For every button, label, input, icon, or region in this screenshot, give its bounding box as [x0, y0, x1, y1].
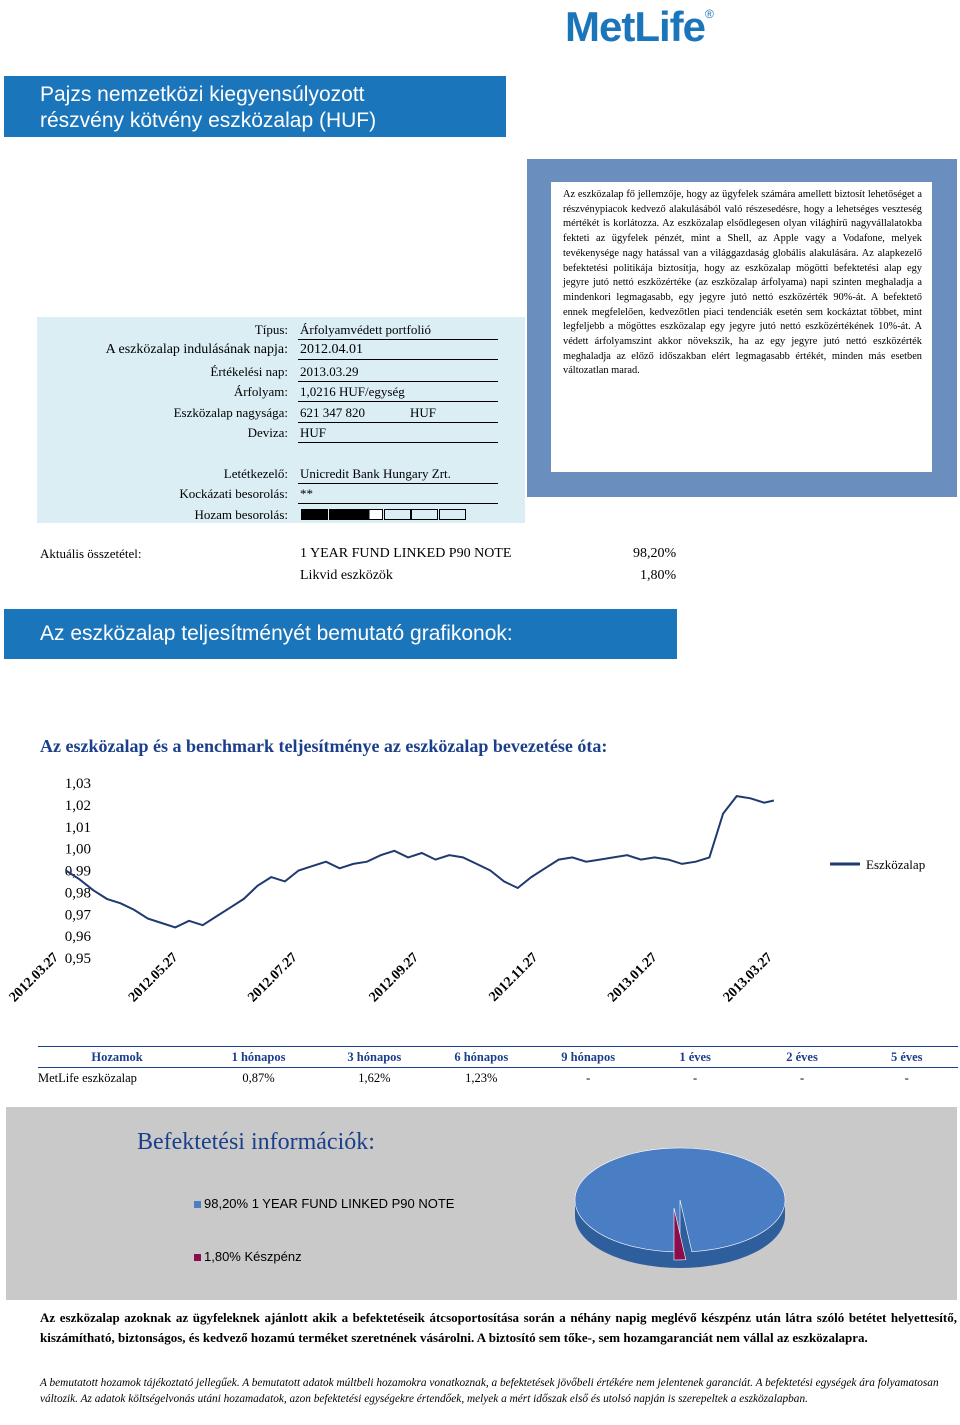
risk-rating-label: Kockázati besorolás:: [179, 486, 288, 501]
legend-entry: 1,80% Készpénz: [204, 1249, 302, 1264]
table-row: [38, 1068, 958, 1089]
rating-box: [356, 509, 383, 520]
rating-box: [301, 509, 328, 520]
x-tick-label: 2012.11.27: [486, 950, 542, 1005]
fund-description: Az eszközalap fő jellemzője, hogy az ügyfelek számára amellett biztosít lehetőséget a részvénypiacok kedvező alakulásából való részesedésre, hogy a lehetséges veszteség mértékét is korlátozza. Az eszközalap elsődlegesen olyan világhírű nagyvállalatokba fekteti az ügyfelek pénzét, mint a Shell, az Apple vagy a Vodafone, melyek tevékenysége nagy hatással van a világgazdaság globális alakulására. Az alapkezelő befektetési politikája biztosítja, hogy az eszközalap mögötti befektetési alap egy jegyre jutó nettó eszközértéke (az eszközalap árfolyama) napi szinten meghaladja a mindenkori legmagasabb, egy jegyre jutó nettó eszközérték 90%-át. A befektető ennek megfelelően, kedvezőtlen piaci tendenciák esetén sem kockáztat többet, mint legfeljebb a mögöttes eszközalap egy jegyre jutó nettó eszközértékének 10%-át. A védett árfolyamszint akkor növekszik, ha az egy jegyre jutó nettó eszközérték meghaladja az előző időszakban elért legmagasabb értékét, minden más esetben változatlan marad.: [563, 189, 922, 377]
valuation-date-value: 2013.03.29: [300, 364, 359, 379]
currency-value: HUF: [300, 425, 327, 440]
composition-item-value: 98,20%: [633, 546, 677, 561]
table-header-cell: 3 hónapos: [321, 1047, 428, 1068]
series-line-eszkozalap: [66, 796, 774, 927]
divider: [298, 359, 498, 360]
table-cell: -: [693, 1070, 698, 1085]
type-value: Árfolyamvédett portfolió: [300, 322, 432, 337]
x-tick-label: 2013.03.27: [720, 950, 776, 1006]
recommendation-text: Az eszközalap azoknak az ügyfeleknek ajánlott akik a befektetéseik átcsoportosítása során a néhány napig meglévő készpénz után látra szóló betétet helyettesítő, kiszámítható, biztonságos, és kedvező hozamú terméket szeretnének vásárolni. A biztosító sem tőke-, sem hozamgaranciát nem vállal az eszközalapra.: [40, 1310, 957, 1345]
y-tick-label: 0,98: [64, 885, 91, 902]
table-header-cell: 1 hónapos: [196, 1047, 321, 1068]
rating-box: [384, 509, 411, 520]
table-header-cell: 1 éves: [642, 1047, 749, 1068]
x-tick-label: 2013.01.27: [605, 950, 661, 1006]
currency-label: Deviza:: [247, 425, 288, 440]
table-cell: -: [799, 1070, 805, 1085]
metlife-logo: [565, 4, 740, 50]
custodian-value: Unicredit Bank Hungary Zrt.: [300, 466, 451, 481]
investment-info-heading: Befektetési információk:: [137, 1129, 375, 1155]
legend-entry: 98,20% 1 YEAR FUND LINKED P90 NOTE: [204, 1196, 455, 1211]
table-cell: 1,23%: [465, 1070, 498, 1085]
divider: [298, 483, 498, 484]
table-cell: 1,62%: [358, 1070, 391, 1085]
legend-swatch: [194, 1254, 201, 1261]
performance-line-chart: [0, 770, 960, 1040]
divider: [298, 339, 498, 340]
fund-size-label: Eszközalap nagysága:: [173, 405, 288, 420]
divider: [298, 422, 498, 423]
table-header-cell: 2 éves: [749, 1047, 856, 1068]
x-tick-label: 2012.09.27: [366, 950, 422, 1006]
yield-rating-label: Hozam besorolás:: [194, 507, 288, 522]
x-tick-label: 2012.03.27: [6, 950, 62, 1006]
performance-heading: Az eszközalap teljesítményét bemutató grafikonok:: [40, 622, 513, 645]
y-tick-label: 1,02: [64, 797, 91, 814]
logo-text: MetLife: [565, 3, 705, 50]
table-header-cell: Hozamok: [38, 1047, 196, 1068]
y-tick-label: 0,95: [64, 951, 91, 967]
table-cell: 0,87%: [242, 1070, 275, 1085]
y-tick-label: 1,00: [64, 841, 91, 858]
x-tick-label: 2012.05.27: [126, 950, 182, 1006]
fund-size-value: 621 347 820: [300, 405, 365, 420]
y-tick-label: 0,99: [64, 863, 91, 880]
divider: [298, 503, 498, 504]
fund-title-line1: Pajzs nemzetközi kiegyensúlyozott: [40, 83, 365, 106]
chart-heading: Az eszközalap és a benchmark teljesítménye az eszközalap bevezetése óta:: [40, 736, 608, 756]
table-header-cell: 6 hónapos: [428, 1047, 535, 1068]
price-label: Árfolyam:: [233, 384, 288, 399]
table-cell: MetLife eszközalap: [38, 1070, 137, 1085]
x-tick-label: 2012.07.27: [245, 950, 301, 1006]
rating-box: [329, 509, 356, 520]
type-label: Típus:: [254, 322, 288, 337]
table-cell: -: [904, 1070, 909, 1085]
divider: [298, 401, 498, 402]
composition-item-name: Likvid eszközök: [300, 568, 393, 583]
y-tick-label: 1,01: [64, 819, 91, 836]
table-header-cell: 9 hónapos: [535, 1047, 642, 1068]
composition-label: Aktuális összetétel:: [40, 546, 142, 561]
yield-table-header: [38, 1047, 958, 1068]
allocation-pie-chart: [560, 1130, 800, 1300]
fund-title: [40, 82, 376, 134]
y-tick-label: 0,96: [64, 929, 91, 946]
price-value: 1,0216 HUF/egység: [300, 384, 405, 399]
rating-box: [411, 509, 438, 520]
launch-date-label: A eszközalap indulásának napja:: [105, 342, 288, 357]
logo-registered-mark: ®: [705, 7, 713, 21]
y-tick-label: 0,97: [64, 907, 91, 924]
composition-item-value: 1,80%: [640, 568, 677, 583]
composition-item-name: 1 YEAR FUND LINKED P90 NOTE: [300, 546, 512, 561]
risk-rating-value: **: [300, 486, 313, 501]
custodian-label: Letétkezelő:: [223, 466, 288, 481]
legend-label: Eszközalap: [866, 857, 926, 872]
disclaimer-text: A bemutatott hozamok tájékoztató jellegűek. A bemutatott adatok múltbeli hozamokra vonatkoznak, a befektetések jövőbeli értékére nem jelentenek garanciát. A befektetési egységek ára folyamatosan változik. Az adatok költségelvonás utáni hozamadatok, azon befektetési egységekre értendőek, melyek a mért időszak első és utolsó napján is szerepeltek a eszközalapban.: [40, 1377, 939, 1405]
divider: [298, 381, 498, 382]
yield-table: [38, 1046, 958, 1088]
launch-date-value: 2012.04.01: [300, 342, 363, 357]
fund-size-unit: HUF: [410, 405, 437, 420]
table-cell: -: [586, 1070, 591, 1085]
y-tick-label: 1,03: [64, 776, 91, 792]
valuation-date-label: Értékelési nap:: [210, 364, 288, 379]
legend-swatch: [194, 1201, 201, 1208]
table-header-cell: 5 éves: [856, 1047, 959, 1068]
rating-box: [439, 509, 466, 520]
fund-title-line2: részvény kötvény eszközalap (HUF): [40, 109, 377, 132]
divider: [298, 442, 498, 443]
